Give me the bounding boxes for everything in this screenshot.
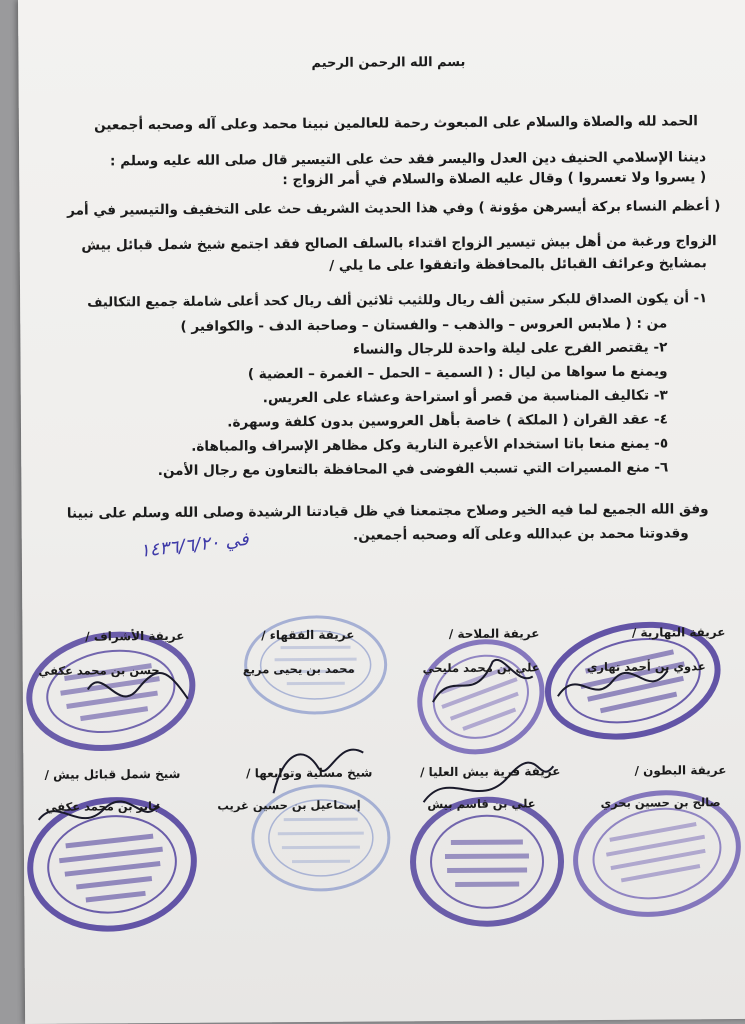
sig-name-musliya: إسماعيل بن حسين غريب	[217, 797, 361, 813]
sig-title-ashraf: عريفة الأشراف /	[85, 628, 185, 644]
item-1: ١- أن يكون الصداق للبكر ستين ألف ريال وللثيب ثلاثين ألف ريال كحد أعلى شاملة جميع التكاليف	[87, 291, 708, 311]
item-4: ٤- عقد القران ( الملكة ) خاصة بأهل العروسين بدون كلفة وسهرة.	[227, 411, 669, 431]
sig-name-butun: صالح بن حسين بحري	[600, 795, 721, 810]
item-2: ٢- يقتصر الفرح على ليلة واحدة للرجال والنساء	[352, 339, 668, 358]
sig-title-bish-ulya: عريفة قرية بيش العليا /	[420, 764, 561, 780]
sig-name-bish-ulya: علي بن قاسم بيش	[427, 796, 536, 812]
body-line-1: ديننا الإسلامي الحنيف دين العدل واليسر فقد حث على التيسير قال صلى الله عليه وسلم :	[109, 149, 707, 170]
item-1-detail: من : ( ملابس العروس – والذهب – والفستان – وصاحبة الدف - والكوافير )	[180, 315, 668, 335]
item-2-detail: ويمنع ما سواها من ليال : ( السمية – الحمل – الغمرة – العضية )	[247, 363, 668, 383]
sig-title-fuqaha: عريفة الفقهاء /	[261, 627, 355, 643]
signature-malaha	[423, 646, 543, 717]
sig-name-tahariya: عدوي بن أحمد تهاري	[586, 659, 706, 675]
sig-name-shaml: جابر بن محمد عكفي	[45, 799, 161, 814]
body-line-5: بمشايخ وعرائف القبائل بالمحافظة واتفقوا على ما يلي /	[329, 255, 707, 274]
body-line-2: ( يسروا ولا تعسروا ) وقال عليه الصلاة والسلام في أمر الزواج :	[282, 169, 707, 189]
signature-shaml	[34, 789, 164, 840]
sig-title-shaml: شيخ شمل قبائل بيش /	[44, 766, 181, 782]
closing-line-1: وفق الله الجميع لما فيه الخير وصلاح مجتمعنا في ظل قيادتنا الرشيدة وصلى الله وسلم على نبينا	[66, 501, 709, 522]
body-line-3: ( أعظم النساء بركة أيسرهن مؤونة ) وفي هذا الحديث الشريف حث على التخفيف والتيسير في أمر	[67, 198, 721, 219]
document-page	[18, 0, 745, 1024]
item-6: ٦- منع المسيرات التي تسبب الفوضى في المحافظة بالتعاون مع رجال الأمن.	[157, 459, 669, 480]
sig-title-musliya: شيخ مسلية وتوابعها /	[246, 765, 373, 781]
body-line-4: الزواج ورغبة من أهل بيش تيسير الزواج اقتداء بالسلف الصالح فقد اجتمع شيخ شمل قبائل بيش	[81, 233, 717, 254]
item-3: ٣- تكاليف المناسبة من قصر أو استراحة وعشاء على العريس.	[262, 387, 668, 407]
sig-name-malaha: علي بن محمد مليحي	[422, 660, 540, 676]
basmala: بسم الله الرحمن الرحيم	[311, 54, 466, 71]
sig-name-fuqaha: محمد بن يحيى مريع	[242, 661, 355, 677]
item-5: ٥- يمنع منعا باتا استخدام الأعيرة النارية وكل مظاهر الإسراف والمباهاة.	[191, 435, 669, 455]
sig-title-butun: عريفة البطون /	[634, 763, 727, 778]
closing-line-2: وقدوتنا محمد بن عبدالله وعلى آله وصحبه أجمعين.	[352, 525, 689, 544]
sig-title-tahariya: عريفة التهارية /	[631, 625, 726, 640]
sig-title-malaha: عريفة الملاحة /	[448, 626, 540, 642]
opening-praise: الحمد لله والصلاة والسلام على المبعوث رحمة للعالمين نبينا محمد وعلى آله وصحبه أجمعين	[94, 113, 698, 134]
handwritten-date: في ١٤٣٦/٦/٢٠	[138, 528, 250, 562]
sig-name-ashraf: حسن بن محمد عكفي	[38, 663, 160, 678]
